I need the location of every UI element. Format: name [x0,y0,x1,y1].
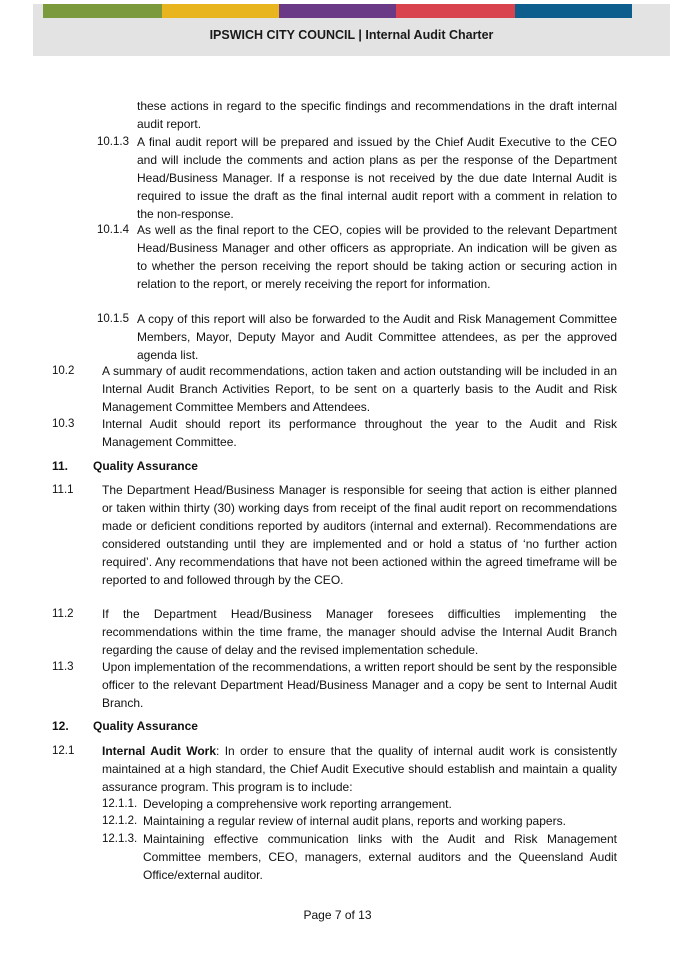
clause-number: 12.1.2. [102,815,138,827]
clause-number: 10.1.4 [97,224,129,236]
clause-number: 11.1 [52,484,74,496]
paragraph-10-1-3: A final audit report will be prepared and issued by the Chief Audit Executive to the CEO and will include the comments and action plans as per the response of the Department Head/Business Manager. If a response is not received by the due date Internal Audit is required to issue the draft as the final internal audit report with a comment in relation to the non-response. [137,135,617,221]
page-header [33,4,670,56]
stripe-blue [515,4,632,18]
header-title: IPSWICH CITY COUNCIL | Internal Audit Charter [209,28,494,42]
paragraph-12-1-3: Maintaining effective communication links with the Audit and Risk Management Committee members, CEO, managers, external auditors and the Queensland Audit Office/external auditor. [143,832,617,882]
paragraph-12-1-text: : In order to ensure that the quality of internal audit work is consistently maintained at a high standard, the Chief Audit Executive should establish and maintain a quality assurance program. This program is to include: [102,744,617,794]
term-internal-audit-work: Internal Audit Work [102,744,217,758]
paragraph-11-2: If the Department Head/Business Manager foresees difficulties implementing the recommendations within the time frame, the manager should advise the Internal Audit Branch regarding the cause of delay and the revised implementation schedule. [102,607,617,657]
paragraph-12-1-2: Maintaining a regular review of internal audit plans, reports and working papers. [143,814,566,828]
header-color-stripes [43,4,632,18]
paragraph-10-1-4: As well as the final report to the CEO, copies will be provided to the relevant Department Head/Business Manager and other officers as appropriate. An indication will be given as to whether the person receiving the report should be taking action or securing action in relation to the report, or merely receiving the report for information. [137,223,617,291]
paragraph-10-3: Internal Audit should report its performance throughout the year to the Audit and Risk Management Committee. [102,417,617,449]
section-heading-11: Quality Assurance [93,459,198,473]
clause-number: 12.1.1. [102,798,138,810]
paragraph-12-1 [102,742,617,796]
clause-number: 10.2 [52,365,75,377]
clause-number: 10.3 [52,418,75,430]
clause-number: 10.1.5 [97,313,129,325]
stripe-purple [279,4,396,18]
paragraph-11-3: Upon implementation of the recommendations, a written report should be sent by the responsible officer to the relevant Department Head/Business Manager and a copy be sent to Internal Audit Branch. [102,660,617,710]
section-number: 11. [52,459,69,473]
paragraph-11-1: The Department Head/Business Manager is responsible for seeing that action is either planned or taken within thirty (30) working days from receipt of the final audit report on recommendations made or deficient conditions reported by auditors (internal and external). Recommendations are considered outstanding until they are implemented and or hold a status of ‘no further action required’. Any recommendations that have not been actioned within the agreed timeframe will be reported to and followed through by the CEO. [102,483,617,587]
clause-number: 12.1 [52,745,75,757]
clause-number: 11.3 [52,661,74,673]
stripe-yellow [162,4,279,18]
paragraph-10-1-5: A copy of this report will also be forwarded to the Audit and Risk Management Committee Members, Mayor, Deputy Mayor and Audit Committee attendees, as per the approved agenda list. [137,312,617,362]
paragraph-12-1-1: Developing a comprehensive work reporting arrangement. [143,797,452,811]
paragraph-10-1-2-continued: these actions in regard to the specific findings and recommendations in the draft internal audit report. [137,99,617,131]
paragraph-10-2: A summary of audit recommendations, action taken and action outstanding will be included in an Internal Audit Branch Activities Report, to be sent on a quarterly basis to the Audit and Risk Management Committee Members and Attendees. [102,364,617,414]
clause-number: 12.1.3. [102,833,138,845]
stripe-green [43,4,162,18]
clause-number: 10.1.3 [97,136,129,148]
stripe-red [396,4,515,18]
section-heading-12: Quality Assurance [93,719,198,733]
section-number: 12. [52,719,69,733]
page-number: Page 7 of 13 [303,908,372,922]
clause-number: 11.2 [52,608,74,620]
